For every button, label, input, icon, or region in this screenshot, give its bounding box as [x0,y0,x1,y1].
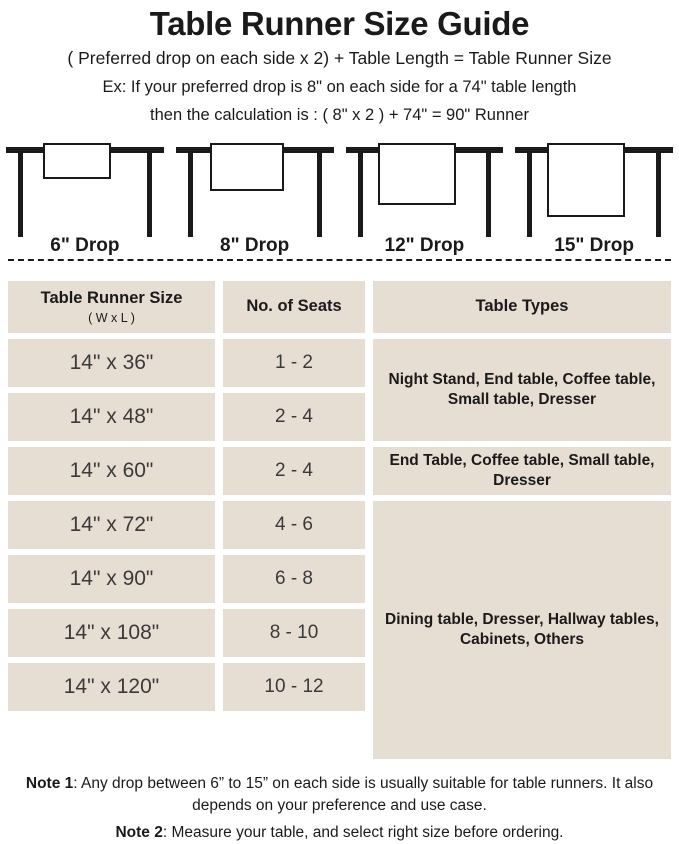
table-type-group-1: Night Stand, End table, Coffee table, Small table, Dresser [373,339,671,441]
table-row: 2 - 4 [223,393,365,441]
table-row: 1 - 2 [223,339,365,387]
drop-diagram [0,137,679,267]
header-table-types-label: Table Types [475,297,569,316]
note-1-label: Note 1 [25,774,74,792]
runner-shape [210,143,284,191]
header-table-types [373,281,671,333]
drop-illustration-8 [170,137,340,237]
drop-label-6: 6" Drop [50,234,120,256]
table-leg-right [317,153,322,237]
drop-label-8: 8" Drop [220,234,290,256]
header-runner-size-sub: ( W x L ) [88,310,135,325]
drop-illustration-15 [509,137,679,237]
table-leg-left [18,153,23,237]
example-line-1: Ex: If your preferred drop is 8" on each side for a 74" table length [102,78,577,97]
example-line-2: then the calculation is : ( 8" x 2 ) + 74" = 90" Runner [150,106,529,125]
table-type-group-3: Dining table, Dresser, Hallway tables, Cabinets, Others [373,501,671,759]
header-seats [223,281,365,333]
table-leg-left [527,153,532,237]
column-runner-size [8,281,215,765]
formula-line: ( Preferred drop on each side x 2) + Table Length = Table Runner Size [67,48,612,69]
table-row: 14" x 36" [8,339,215,387]
header-runner-size-label: Table Runner Size [40,288,183,307]
table-row: 14" x 60" [8,447,215,495]
table-row: 14" x 72" [8,501,215,549]
table-row: 8 - 10 [223,609,365,657]
page-title: Table Runner Size Guide [149,5,530,42]
drop-label-12: 12" Drop [384,234,465,256]
size-guide-page [0,5,679,841]
note-2-label: Note 2 [115,823,163,841]
column-table-types [373,281,671,765]
table-row: 4 - 6 [223,501,365,549]
table-row: 6 - 8 [223,555,365,603]
drop-label-row [0,235,679,257]
runner-shape [378,143,456,205]
size-table [8,281,671,765]
note-2-text: : Measure your table, and select right size before ordering. [162,823,564,841]
dashed-divider [8,259,671,261]
table-leg-right [147,153,152,237]
table-row: 14" x 120" [8,663,215,711]
table-row: 10 - 12 [223,663,365,711]
drop-illustration-12 [340,137,510,237]
table-leg-left [188,153,193,237]
drop-label-15: 15" Drop [554,234,634,256]
runner-shape [547,143,625,217]
drop-diagram-illustrations [0,137,679,237]
table-row: 14" x 108" [8,609,215,657]
table-row: 2 - 4 [223,447,365,495]
note-1 [8,773,671,818]
table-type-group-2: End Table, Coffee table, Small table, Dresser [373,447,671,495]
table-leg-right [656,153,661,237]
table-row: 14" x 48" [8,393,215,441]
table-leg-left [358,153,363,237]
runner-shape [43,143,111,179]
note-1-text: : Any drop between 6” to 15” on each side is usually suitable for table runners. It also depends on your preference and use case. [73,774,654,815]
table-leg-right [486,153,491,237]
notes-section [8,773,671,844]
header-seats-label: No. of Seats [246,297,342,316]
header-runner-size [8,281,215,333]
drop-illustration-6 [0,137,170,237]
table-row: 14" x 90" [8,555,215,603]
column-seats [223,281,365,765]
note-2 [8,822,671,844]
